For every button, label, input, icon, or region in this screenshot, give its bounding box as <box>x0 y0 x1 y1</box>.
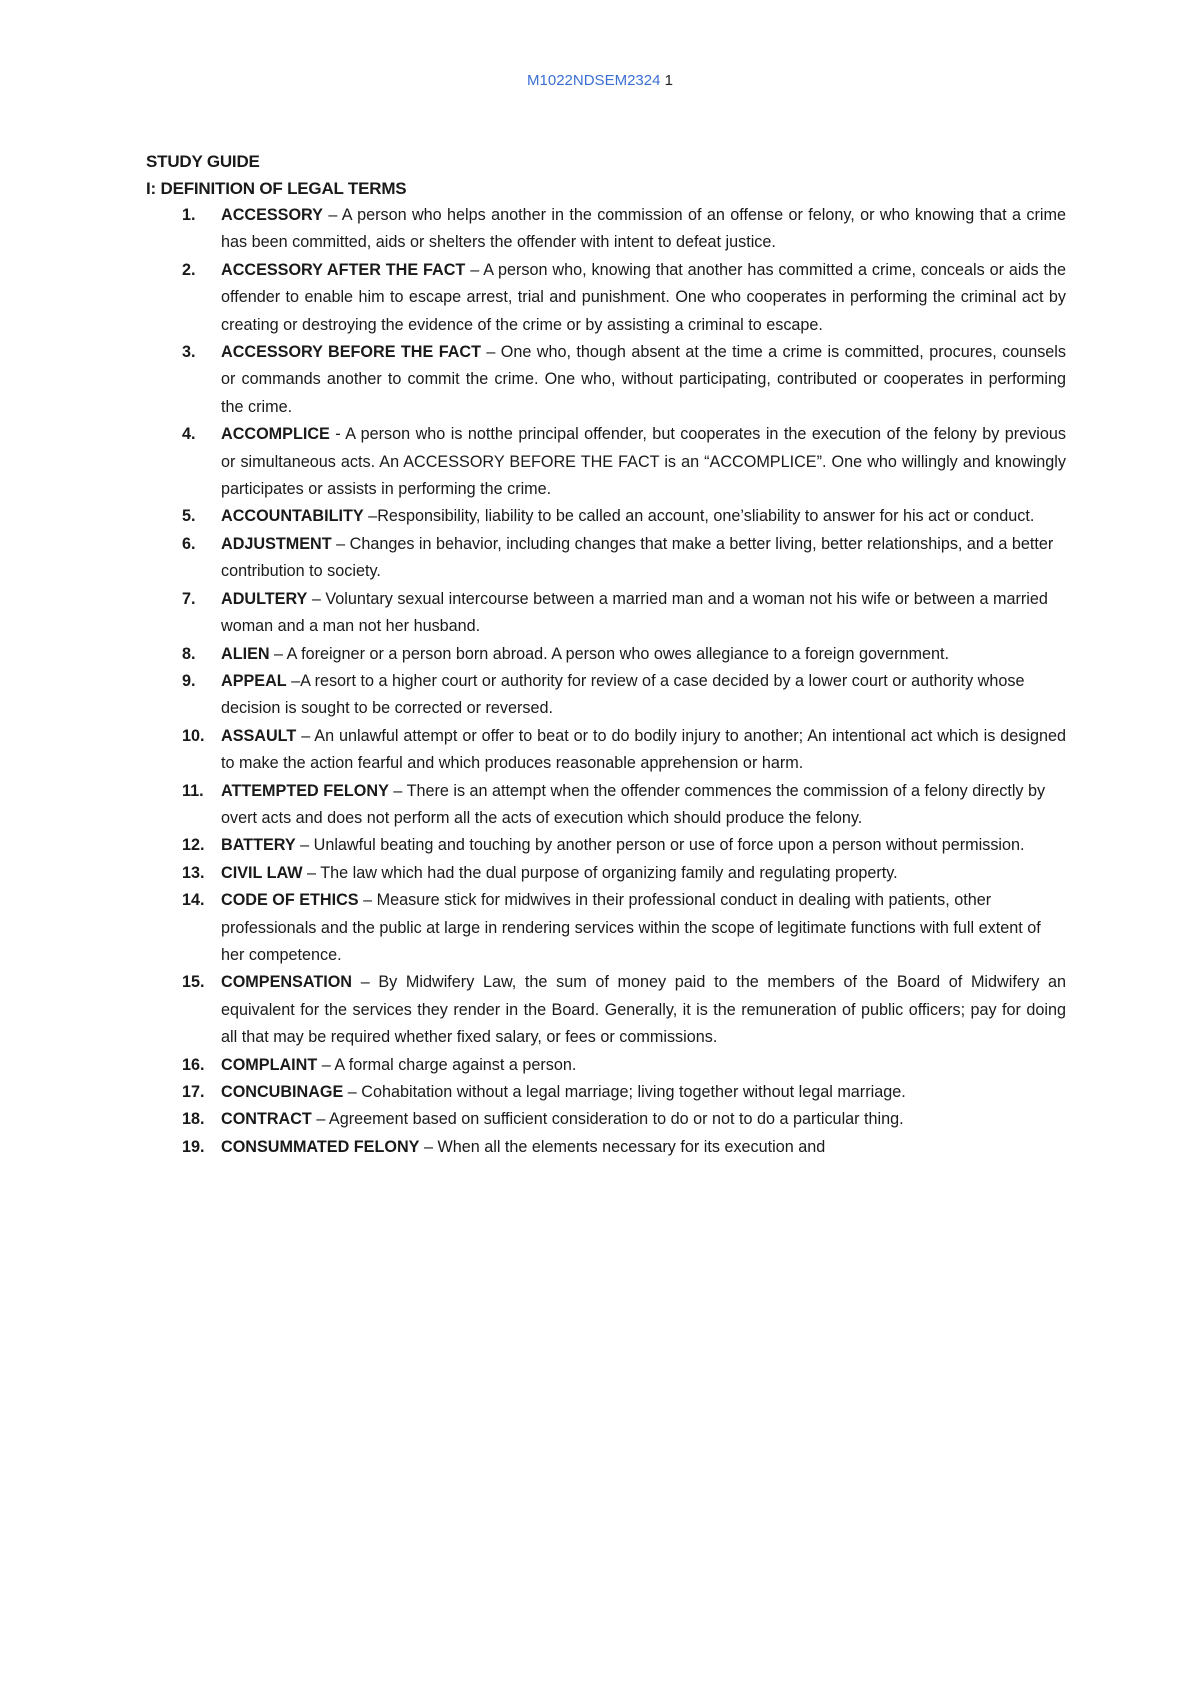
term-definition: – One who, though absent at the time a crime is committed, procures, counsels or commands another to commit the crime. One who, without participating, contributed or cooperates in performing the crime. <box>221 343 1066 416</box>
document-title: STUDY GUIDE <box>146 152 260 171</box>
terms-list <box>146 202 1066 1161</box>
term-definition: – A foreigner or a person born abroad. A person who owes allegiance to a foreign government. <box>269 644 949 663</box>
term-name: CIVIL LAW <box>221 863 303 882</box>
term-number: 12. <box>182 836 205 855</box>
term-item <box>146 641 1066 668</box>
term-name: ACCESSORY BEFORE THE FACT <box>221 343 481 362</box>
term-item <box>146 339 1066 421</box>
term-number: 1. <box>182 206 196 224</box>
term-number: 13. <box>182 863 205 882</box>
term-number: 7. <box>182 589 196 608</box>
term-name: ATTEMPTED FELONY <box>221 781 389 800</box>
term-item <box>146 1079 1066 1106</box>
term-definition: – A person who helps another in the commission of an offense or felony, or who knowing that a crime has been committed, aids or shelters the offender with intent to defeat justice. <box>221 206 1066 252</box>
term-item <box>146 887 1066 969</box>
term-definition: –Responsibility, liability to be called an account, one’sliability to answer for his act or conduct. <box>363 507 1035 526</box>
term-definition: – An unlawful attempt or offer to beat or to do bodily injury to another; An intentional act which is designed to make the action fearful and which produces reasonable apprehension or harm. <box>221 726 1066 773</box>
term-number: 8. <box>182 644 196 663</box>
term-name: ADJUSTMENT <box>221 534 332 553</box>
term-name: ACCESSORY <box>221 206 323 224</box>
term-number: 14. <box>182 891 205 910</box>
term-item <box>146 969 1066 1051</box>
term-name: ACCOMPLICE <box>221 425 330 444</box>
term-item <box>146 257 1066 339</box>
term-definition: - A person who is notthe principal offender, but cooperates in the execution of the felony by previous or simultaneous acts. An ACCESSORY BEFORE THE FACT is an “ACCOMPLICE”. One who willingly and knowingly participates or assists in performing the crime. <box>221 425 1066 499</box>
term-number: 2. <box>182 260 196 279</box>
term-definition: – Cohabitation without a legal marriage; living together without legal marriage. <box>343 1083 906 1101</box>
term-definition: – By Midwifery Law, the sum of money paid to the members of the Board of Midwifery an equivalent for the services they render in the Board. Generally, it is the remuneration of public officers; pay for doing all that may be required whether fixed salary, or fees or commissions. <box>221 973 1066 1047</box>
term-name: ACCOUNTABILITY <box>221 507 364 526</box>
term-name: COMPLAINT <box>221 1055 318 1074</box>
term-number: 10. <box>182 726 205 745</box>
term-item <box>146 531 1066 586</box>
term-name: ACCESSORY AFTER THE FACT <box>221 260 466 279</box>
term-definition: – The law which had the dual purpose of organizing family and regulating property. <box>302 863 898 882</box>
term-item <box>146 1134 1066 1161</box>
term-item <box>146 668 1066 723</box>
term-number: 19. <box>182 1137 205 1156</box>
term-definition: – Unlawful beating and touching by another person or use of force upon a person without permission. <box>295 836 1025 855</box>
term-name: CONTRACT <box>221 1110 312 1129</box>
term-name: BATTERY <box>221 836 296 855</box>
document-code: M1022NDSEM2324 <box>527 72 661 89</box>
term-definition: – Measure stick for midwives in their professional conduct in dealing with patients, other professionals and the public at large in rendering services within the scope of legitimate functions with full extent of her competence. <box>221 891 1041 964</box>
term-definition: – Changes in behavior, including changes that make a better living, better relationships, and a better contribution to society. <box>221 534 1054 581</box>
term-item <box>146 723 1066 778</box>
term-definition: – A formal charge against a person. <box>317 1055 577 1074</box>
term-number: 16. <box>182 1055 205 1074</box>
document-body <box>146 148 1066 1161</box>
term-definition: –A resort to a higher court or authority for review of a case decided by a lower court or authority whose decision is sought to be corrected or reversed. <box>221 671 1025 718</box>
term-item <box>146 778 1066 833</box>
term-item <box>146 1052 1066 1079</box>
term-number: 3. <box>182 343 196 362</box>
term-item <box>146 421 1066 503</box>
term-name: ALIEN <box>221 644 270 663</box>
term-number: 6. <box>182 534 196 553</box>
term-item <box>146 202 1066 257</box>
term-definition: – A person who, knowing that another has committed a crime, conceals or aids the offender to enable him to escape arrest, trial and punishment. One who cooperates in performing the criminal act by creating or destroying the evidence of the crime or by assisting a criminal to escape. <box>221 260 1066 334</box>
page-header <box>0 72 1200 89</box>
term-name: COMPENSATION <box>221 973 353 992</box>
term-definition: – When all the elements necessary for its execution and <box>419 1137 826 1156</box>
term-number: 4. <box>182 425 196 444</box>
term-item <box>146 1106 1066 1133</box>
term-name: CONCUBINAGE <box>221 1083 344 1101</box>
term-number: 17. <box>182 1083 205 1101</box>
term-number: 5. <box>182 507 196 526</box>
term-number: 18. <box>182 1110 205 1129</box>
term-name: CODE OF ETHICS <box>221 891 359 910</box>
term-number: 11. <box>182 781 204 800</box>
section-title: I: DEFINITION OF LEGAL TERMS <box>146 179 407 198</box>
term-definition: – Agreement based on sufficient consideration to do or not to do a particular thing. <box>311 1110 904 1129</box>
term-item <box>146 586 1066 641</box>
term-name: APPEAL <box>221 671 287 690</box>
term-definition: – There is an attempt when the offender commences the commission of a felony directly by overt acts and does not perform all the acts of execution which should produce the felony. <box>221 781 1046 827</box>
term-name: ASSAULT <box>221 726 297 745</box>
term-item <box>146 503 1066 530</box>
term-number: 15. <box>182 973 205 992</box>
term-definition: – Voluntary sexual intercourse between a married man and a woman not his wife or between a married woman and a man not her husband. <box>221 589 1048 636</box>
term-item <box>146 860 1066 887</box>
term-item <box>146 832 1066 859</box>
page-number: 1 <box>664 72 673 89</box>
term-number: 9. <box>182 671 196 690</box>
term-name: ADULTERY <box>221 589 308 608</box>
term-name: CONSUMMATED FELONY <box>221 1137 420 1156</box>
